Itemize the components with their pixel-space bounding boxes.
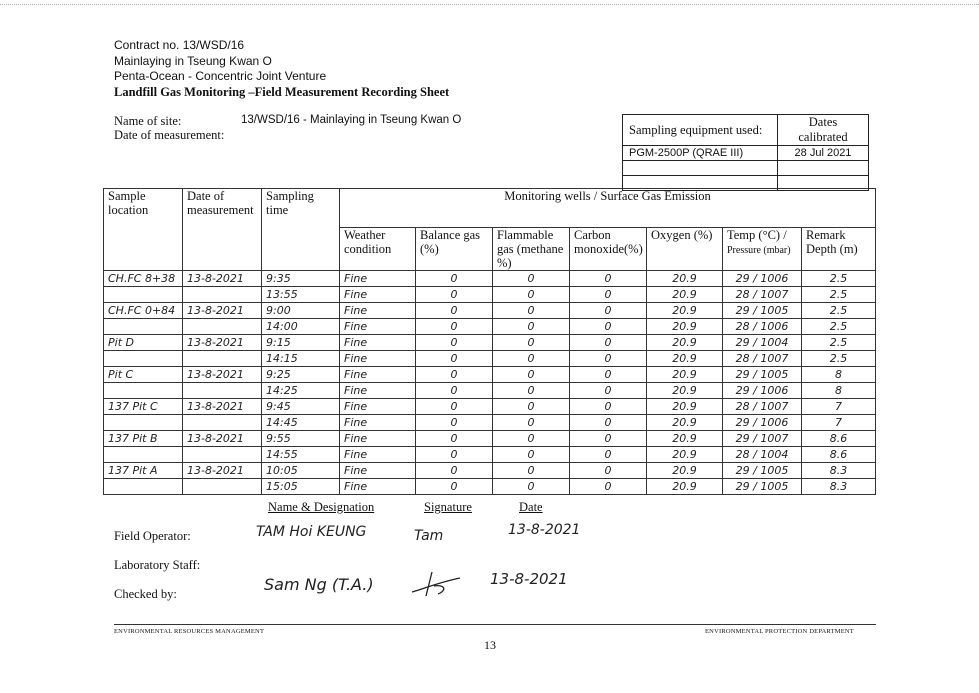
cell-flammable-gas: 0: [493, 319, 570, 335]
cell-balance-gas: 0: [416, 479, 493, 495]
cell-measurement-date: [183, 479, 262, 495]
cell-carbon-monoxide: 0: [570, 303, 647, 319]
cell-weather: Fine: [340, 399, 416, 415]
cell-temp-pressure: 29 / 1006: [723, 415, 802, 431]
calibration-empty-cell: [778, 161, 869, 176]
col-flammable-gas: Flammable gas (methane %): [493, 228, 570, 271]
signoff-signature-header: Signature: [424, 500, 472, 514]
cell-temp-pressure: 28 / 1007: [723, 287, 802, 303]
cell-remark-depth: 8.6: [802, 447, 876, 463]
cell-weather: Fine: [340, 431, 416, 447]
cell-sampling-time: 9:25: [262, 367, 340, 383]
cell-oxygen: 20.9: [647, 303, 723, 319]
cell-carbon-monoxide: 0: [570, 447, 647, 463]
cell-carbon-monoxide: 0: [570, 479, 647, 495]
cell-carbon-monoxide: 0: [570, 415, 647, 431]
table-row: [104, 447, 876, 463]
cell-carbon-monoxide: 0: [570, 319, 647, 335]
checked-by-label: Checked by:: [114, 587, 177, 601]
cell-oxygen: 20.9: [647, 479, 723, 495]
cell-sampling-time: 9:15: [262, 335, 340, 351]
cell-remark-depth: 2.5: [802, 303, 876, 319]
cell-sample-location: [104, 479, 183, 495]
cell-temp-pressure: 29 / 1005: [723, 367, 802, 383]
cell-oxygen: 20.9: [647, 367, 723, 383]
cell-remark-depth: 2.5: [802, 351, 876, 367]
cell-sample-location: [104, 415, 183, 431]
cell-temp-pressure: 28 / 1004: [723, 447, 802, 463]
cell-carbon-monoxide: 0: [570, 431, 647, 447]
cell-sample-location: [104, 447, 183, 463]
table-row: [104, 399, 876, 415]
page-number: 13: [484, 638, 496, 652]
checked-by-signature-icon: [408, 568, 468, 600]
cell-measurement-date: [183, 383, 262, 399]
cell-sample-location: [104, 319, 183, 335]
cell-remark-depth: 8.3: [802, 479, 876, 495]
cell-oxygen: 20.9: [647, 319, 723, 335]
cell-flammable-gas: 0: [493, 367, 570, 383]
cell-balance-gas: 0: [416, 399, 493, 415]
cell-weather: Fine: [340, 463, 416, 479]
table-row: [104, 415, 876, 431]
cell-remark-depth: 8: [802, 383, 876, 399]
table-row: [104, 351, 876, 367]
col-sample-location: Sample location: [104, 189, 183, 271]
cell-measurement-date: [183, 287, 262, 303]
cell-remark-depth: 8.6: [802, 431, 876, 447]
calibration-header: Dates calibrated: [778, 115, 869, 146]
site-name-value: 13/WSD/16 - Mainlaying in Tseung Kwan O: [241, 114, 462, 126]
table-row: [104, 383, 876, 399]
cell-sample-location: [104, 351, 183, 367]
cell-temp-pressure: 29 / 1005: [723, 463, 802, 479]
measurement-table: [103, 188, 876, 495]
cell-carbon-monoxide: 0: [570, 351, 647, 367]
cell-balance-gas: 0: [416, 383, 493, 399]
cell-weather: Fine: [340, 319, 416, 335]
cell-temp-pressure: 28 / 1007: [723, 351, 802, 367]
cell-carbon-monoxide: 0: [570, 271, 647, 287]
measurement-date-label: Date of measurement:: [114, 128, 225, 142]
field-operator-date: 13-8-2021: [508, 522, 581, 538]
cell-weather: Fine: [340, 367, 416, 383]
col-oxygen: Oxygen (%): [647, 228, 723, 271]
cell-measurement-date: 13-8-2021: [183, 463, 262, 479]
cell-measurement-date: 13-8-2021: [183, 303, 262, 319]
cell-balance-gas: 0: [416, 351, 493, 367]
cell-sampling-time: 15:05: [262, 479, 340, 495]
cell-sample-location: 137 Pit B: [104, 431, 183, 447]
col-group-monitoring: Monitoring wells / Surface Gas Emission: [340, 189, 876, 228]
checked-by-name: Sam Ng (T.A.): [264, 575, 374, 594]
cell-remark-depth: 7: [802, 415, 876, 431]
table-row: [104, 303, 876, 319]
signoff-date-header: Date: [519, 500, 543, 514]
cell-remark-depth: 2.5: [802, 271, 876, 287]
field-operator-label: Field Operator:: [114, 529, 191, 543]
cell-oxygen: 20.9: [647, 271, 723, 287]
cell-weather: Fine: [340, 303, 416, 319]
cell-balance-gas: 0: [416, 319, 493, 335]
cell-sample-location: CH.FC 0+84: [104, 303, 183, 319]
contract-number: Contract no. 13/WSD/16: [114, 38, 245, 52]
cell-remark-depth: 7: [802, 399, 876, 415]
col-sampling-time: Sampling time: [262, 189, 340, 271]
cell-temp-pressure: 29 / 1006: [723, 271, 802, 287]
cell-remark-depth: 2.5: [802, 319, 876, 335]
calibration-date: 28 Jul 2021: [778, 146, 869, 161]
cell-flammable-gas: 0: [493, 271, 570, 287]
cell-balance-gas: 0: [416, 335, 493, 351]
table-row: [104, 335, 876, 351]
equipment-header: Sampling equipment used:: [623, 115, 778, 146]
cell-weather: Fine: [340, 271, 416, 287]
cell-carbon-monoxide: 0: [570, 335, 647, 351]
cell-flammable-gas: 0: [493, 479, 570, 495]
cell-oxygen: 20.9: [647, 351, 723, 367]
col-remark-depth: Remark Depth (m): [802, 228, 876, 271]
cell-measurement-date: 13-8-2021: [183, 367, 262, 383]
cell-balance-gas: 0: [416, 271, 493, 287]
cell-balance-gas: 0: [416, 447, 493, 463]
cell-flammable-gas: 0: [493, 383, 570, 399]
equipment-empty-cell: [623, 161, 778, 176]
checked-by-date: 13-8-2021: [490, 570, 568, 588]
cell-temp-pressure: 29 / 1005: [723, 303, 802, 319]
cell-balance-gas: 0: [416, 431, 493, 447]
cell-weather: Fine: [340, 447, 416, 463]
cell-flammable-gas: 0: [493, 303, 570, 319]
cell-weather: Fine: [340, 479, 416, 495]
cell-sampling-time: 13:55: [262, 287, 340, 303]
cell-flammable-gas: 0: [493, 431, 570, 447]
site-name-label: Name of site:: [114, 114, 182, 128]
col-measurement-date: Date of measurement: [183, 189, 262, 271]
cell-flammable-gas: 0: [493, 415, 570, 431]
cell-carbon-monoxide: 0: [570, 287, 647, 303]
site-info-labels: [114, 114, 224, 142]
cell-sampling-time: 14:55: [262, 447, 340, 463]
cell-oxygen: 20.9: [647, 383, 723, 399]
cell-oxygen: 20.9: [647, 431, 723, 447]
equipment-name: PGM-2500P (QRAE III): [623, 146, 778, 161]
cell-sampling-time: 9:00: [262, 303, 340, 319]
cell-oxygen: 20.9: [647, 447, 723, 463]
col-temp-pressure: [723, 228, 802, 271]
cell-temp-pressure: 29 / 1007: [723, 431, 802, 447]
cell-oxygen: 20.9: [647, 415, 723, 431]
cell-weather: Fine: [340, 383, 416, 399]
cell-sample-location: 137 Pit C: [104, 399, 183, 415]
col-temp-label: Temp (°C) /: [727, 228, 787, 242]
footer-divider: [114, 624, 876, 625]
cell-carbon-monoxide: 0: [570, 383, 647, 399]
lab-staff-label: Laboratory Staff:: [114, 558, 201, 572]
cell-sample-location: [104, 287, 183, 303]
cell-sample-location: Pit D: [104, 335, 183, 351]
cell-sampling-time: 9:55: [262, 431, 340, 447]
table-row: [104, 367, 876, 383]
cell-balance-gas: 0: [416, 367, 493, 383]
cell-measurement-date: 13-8-2021: [183, 271, 262, 287]
cell-sampling-time: 9:45: [262, 399, 340, 415]
cell-sample-location: [104, 383, 183, 399]
cell-oxygen: 20.9: [647, 287, 723, 303]
measurement-rows: [104, 271, 876, 495]
cell-temp-pressure: 28 / 1007: [723, 399, 802, 415]
cell-sample-location: Pit C: [104, 367, 183, 383]
cell-flammable-gas: 0: [493, 287, 570, 303]
table-row: [104, 271, 876, 287]
cell-flammable-gas: 0: [493, 463, 570, 479]
col-pressure-label: Pressure (mbar): [727, 245, 791, 256]
cell-sample-location: CH.FC 8+38: [104, 271, 183, 287]
cell-measurement-date: 13-8-2021: [183, 399, 262, 415]
document-header: [114, 38, 449, 100]
cell-sample-location: 137 Pit A: [104, 463, 183, 479]
cell-balance-gas: 0: [416, 415, 493, 431]
cell-measurement-date: [183, 415, 262, 431]
cell-carbon-monoxide: 0: [570, 463, 647, 479]
project-name: Mainlaying in Tseung Kwan O: [114, 53, 272, 68]
cell-carbon-monoxide: 0: [570, 399, 647, 415]
signoff-name-header: Name & Designation: [268, 500, 375, 514]
cell-measurement-date: [183, 351, 262, 367]
cell-flammable-gas: 0: [493, 447, 570, 463]
cell-oxygen: 20.9: [647, 335, 723, 351]
cell-weather: Fine: [340, 287, 416, 303]
col-weather: Weather condition: [340, 228, 416, 271]
sheet-title: Landfill Gas Monitoring –Field Measurement Recording Sheet: [114, 84, 450, 99]
cell-weather: Fine: [340, 415, 416, 431]
table-row: [104, 479, 876, 495]
field-operator-name: TAM Hoi KEUNG: [256, 524, 367, 540]
table-row: [104, 319, 876, 335]
table-row: [104, 287, 876, 303]
col-carbon-monoxide: Carbon monoxide(%): [570, 228, 647, 271]
cell-flammable-gas: 0: [493, 351, 570, 367]
cell-balance-gas: 0: [416, 287, 493, 303]
footer-left-text: ENVIRONMENTAL RESOURCES MANAGEMENT: [114, 628, 265, 635]
cell-flammable-gas: 0: [493, 335, 570, 351]
cell-oxygen: 20.9: [647, 463, 723, 479]
cell-remark-depth: 8: [802, 367, 876, 383]
equipment-table: [622, 114, 869, 191]
col-balance-gas: Balance gas (%): [416, 228, 493, 271]
cell-measurement-date: 13-8-2021: [183, 335, 262, 351]
cell-remark-depth: 2.5: [802, 287, 876, 303]
cell-measurement-date: [183, 447, 262, 463]
footer-right-text: ENVIRONMENTAL PROTECTION DEPARTMENT: [705, 628, 854, 635]
cell-sampling-time: 14:15: [262, 351, 340, 367]
cell-weather: Fine: [340, 351, 416, 367]
cell-weather: Fine: [340, 335, 416, 351]
cell-sampling-time: 14:25: [262, 383, 340, 399]
cell-remark-depth: 2.5: [802, 335, 876, 351]
cell-carbon-monoxide: 0: [570, 367, 647, 383]
cell-temp-pressure: 29 / 1004: [723, 335, 802, 351]
cell-sampling-time: 9:35: [262, 271, 340, 287]
cell-sampling-time: 14:00: [262, 319, 340, 335]
table-row: [104, 431, 876, 447]
cell-balance-gas: 0: [416, 463, 493, 479]
field-operator-signature: Tam: [414, 528, 444, 544]
cell-balance-gas: 0: [416, 303, 493, 319]
cell-sampling-time: 14:45: [262, 415, 340, 431]
cell-oxygen: 20.9: [647, 399, 723, 415]
cell-sampling-time: 10:05: [262, 463, 340, 479]
cell-temp-pressure: 29 / 1006: [723, 383, 802, 399]
cell-temp-pressure: 28 / 1006: [723, 319, 802, 335]
contractor-name: Penta-Ocean - Concentric Joint Venture: [114, 69, 327, 83]
cell-flammable-gas: 0: [493, 399, 570, 415]
cell-remark-depth: 8.3: [802, 463, 876, 479]
table-row: [104, 463, 876, 479]
cell-measurement-date: [183, 319, 262, 335]
scan-edge: [0, 4, 979, 5]
cell-measurement-date: 13-8-2021: [183, 431, 262, 447]
cell-temp-pressure: 29 / 1005: [723, 479, 802, 495]
